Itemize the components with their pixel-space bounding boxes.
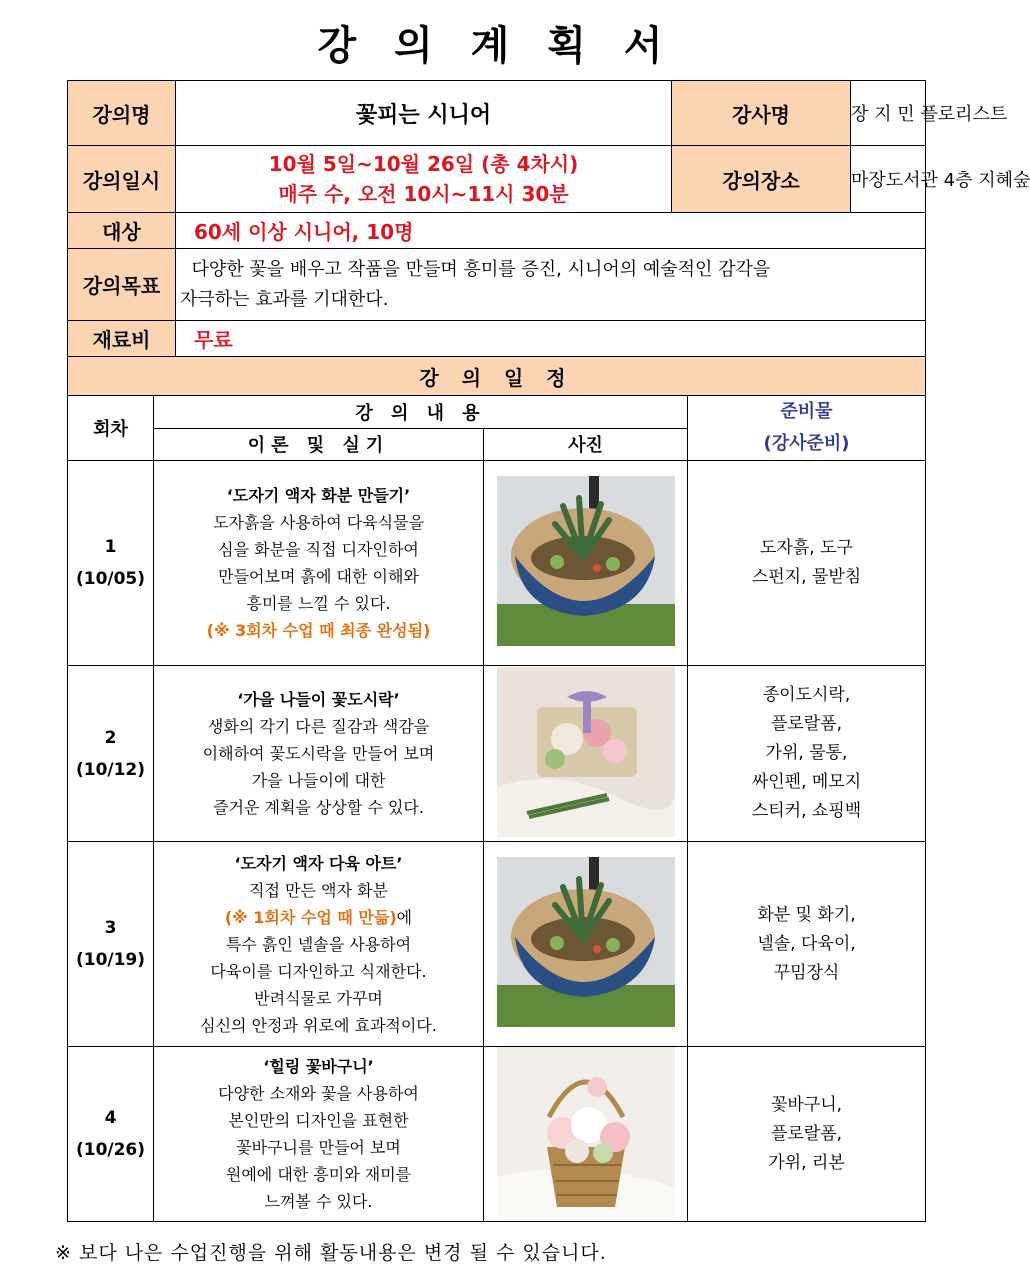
material-line: 꾸밈장식 bbox=[773, 962, 840, 983]
desc-line: 심신의 안정과 위로에 효과적이다. bbox=[200, 1015, 437, 1035]
material-line: 꽃바구니, bbox=[770, 1094, 843, 1115]
instructor-name: 장 지 민 플로리스트 bbox=[851, 81, 926, 146]
desc-line: 다양한 소재와 꽃을 사용하여 bbox=[218, 1084, 419, 1103]
theory-header: 이론 및 실기 bbox=[154, 428, 484, 461]
schedule-row bbox=[68, 461, 926, 666]
material-line: 종이도시락, bbox=[762, 685, 851, 705]
material-line: 플로랄폼, bbox=[770, 1123, 843, 1144]
desc-line: 즐거운 계획을 상상할 수 있다. bbox=[213, 798, 424, 817]
session-description bbox=[154, 666, 484, 842]
desc-line: 특수 흙인 넬솔을 사용하여 bbox=[225, 934, 412, 954]
ceramic-succulent-frame-photo bbox=[497, 476, 675, 646]
date-line-2: 매주 수, 오전 10시~11시 30분 bbox=[278, 182, 569, 206]
session-number bbox=[68, 666, 154, 842]
session-description bbox=[154, 461, 484, 666]
goal-line-1: 다양한 꽃을 배우고 작품을 만들며 흥미를 증진, 시니어의 예술적인 감각을 bbox=[180, 258, 771, 280]
ceramic-succulent-art-photo bbox=[497, 857, 675, 1027]
target-label: 대상 bbox=[68, 213, 176, 249]
lecture-date bbox=[176, 146, 672, 213]
session-title: ‘도자기 액자 화분 만들기’ bbox=[226, 486, 411, 505]
session-materials bbox=[688, 666, 926, 842]
prep-header-line-1: 준비물 bbox=[780, 401, 833, 422]
session-photo-cell bbox=[484, 461, 688, 666]
schedule-row bbox=[68, 842, 926, 1047]
desc-line: 흥미를 느낄 수 있다. bbox=[246, 594, 391, 613]
session-number bbox=[68, 1047, 154, 1222]
desc-line: 도자흙을 사용하여 다육식물을 bbox=[212, 513, 425, 532]
desc-line: 본인만의 디자인을 표현한 bbox=[228, 1111, 409, 1130]
schedule-row bbox=[68, 1047, 926, 1222]
desc-line: 다육이를 디자인하고 식재한다. bbox=[210, 961, 427, 981]
desc-line: 꽃바구니를 만들어 보며 bbox=[236, 1138, 401, 1157]
material-line: 가위, 리본 bbox=[768, 1152, 845, 1173]
desc-line: 반려식물로 가꾸며 bbox=[254, 988, 383, 1008]
material-line: 플로랄폼, bbox=[770, 714, 843, 734]
session-materials bbox=[688, 1047, 926, 1222]
date-label: 강의일시 bbox=[68, 146, 176, 213]
place-label: 강의장소 bbox=[672, 146, 851, 213]
flower-lunchbox-photo bbox=[497, 667, 675, 837]
session-header: 회차 bbox=[68, 396, 154, 461]
session-num: 1 bbox=[104, 537, 117, 557]
flower-basket-photo bbox=[497, 1047, 675, 1217]
course-label: 강의명 bbox=[68, 81, 176, 146]
fee-label: 재료비 bbox=[68, 321, 176, 357]
desc-line: 이해하여 꽃도시락을 만들어 보며 bbox=[202, 744, 435, 763]
schedule-title: 강 의 일 정 bbox=[68, 357, 926, 396]
date-line-1: 10월 5일~10월 26일 (총 4차시) bbox=[268, 152, 579, 176]
session-photo-cell bbox=[484, 842, 688, 1047]
lecture-plan-table bbox=[67, 80, 1030, 1222]
session-date: (10/19) bbox=[75, 950, 146, 970]
session-date: (10/05) bbox=[75, 569, 146, 589]
footer-note: ※ 보다 나은 수업진행을 위해 활동내용은 변경 될 수 있습니다. bbox=[55, 1242, 607, 1264]
material-line: 싸인펜, 메모지 bbox=[751, 772, 862, 792]
session-photo-cell bbox=[484, 1047, 688, 1222]
session-num: 3 bbox=[104, 918, 117, 938]
course-name: 꽃피는 시니어 bbox=[176, 81, 672, 146]
goal-line-2: 자극하는 효과를 기대한다. bbox=[180, 288, 389, 310]
session-title: ‘가을 나들이 꽃도시락’ bbox=[237, 690, 400, 709]
session-num: 2 bbox=[104, 727, 117, 748]
session-note: (※ 1회차 수업 때 만듦) bbox=[224, 907, 397, 927]
material-line: 화분 및 화기, bbox=[757, 904, 856, 925]
session-photo-cell bbox=[484, 666, 688, 842]
desc-line: 심을 화분을 직접 디자인하여 bbox=[218, 540, 419, 559]
prep-header-line-2: (강사준비) bbox=[763, 433, 850, 454]
session-note: (※ 3회차 수업 때 최종 완성됨) bbox=[206, 621, 431, 640]
desc-line: 생화의 각기 다른 질감과 색감을 bbox=[207, 717, 430, 736]
session-materials bbox=[688, 461, 926, 666]
session-description bbox=[154, 1047, 484, 1222]
photo-header: 사진 bbox=[484, 428, 688, 461]
desc-line: 직접 만든 액자 화분 bbox=[249, 880, 388, 900]
desc-line: 만들어보며 흙에 대한 이해와 bbox=[218, 567, 419, 586]
material-line: 가위, 물통, bbox=[765, 743, 848, 763]
session-title: ‘힐링 꽃바구니’ bbox=[263, 1057, 374, 1076]
session-date: (10/26) bbox=[75, 1140, 146, 1160]
note-tail: 에 bbox=[396, 907, 413, 927]
prep-header bbox=[688, 396, 926, 461]
material-line: 도자흙, 도구 bbox=[760, 538, 853, 558]
material-line: 스티커, 쇼핑백 bbox=[751, 801, 862, 821]
material-line: 스펀지, 물받침 bbox=[751, 567, 862, 587]
document-title: 강 의 계 획 서 bbox=[317, 23, 675, 69]
session-materials bbox=[688, 842, 926, 1047]
goal-text bbox=[176, 249, 926, 321]
goal-label: 강의목표 bbox=[68, 249, 176, 321]
material-line: 넬솔, 다육이, bbox=[757, 933, 856, 954]
session-number bbox=[68, 461, 154, 666]
desc-line-with-note bbox=[154, 904, 483, 931]
content-header: 강 의 내 용 bbox=[154, 396, 688, 429]
instructor-label: 강사명 bbox=[672, 81, 851, 146]
session-number bbox=[68, 842, 154, 1047]
desc-line: 가을 나들이에 대한 bbox=[251, 771, 386, 790]
fee-value: 무료 bbox=[176, 321, 926, 357]
desc-line: 느껴볼 수 있다. bbox=[264, 1192, 373, 1211]
target-value: 60세 이상 시니어, 10명 bbox=[176, 213, 926, 249]
session-num: 4 bbox=[104, 1108, 117, 1128]
schedule-row bbox=[68, 666, 926, 842]
session-date: (10/12) bbox=[75, 759, 146, 780]
desc-line: 원예에 대한 흥미와 재미를 bbox=[225, 1165, 412, 1184]
session-description bbox=[154, 842, 484, 1047]
session-title: ‘도자기 액자 다육 아트’ bbox=[234, 853, 403, 873]
place-value: 마장도서관 4층 지혜숲 bbox=[851, 146, 926, 213]
